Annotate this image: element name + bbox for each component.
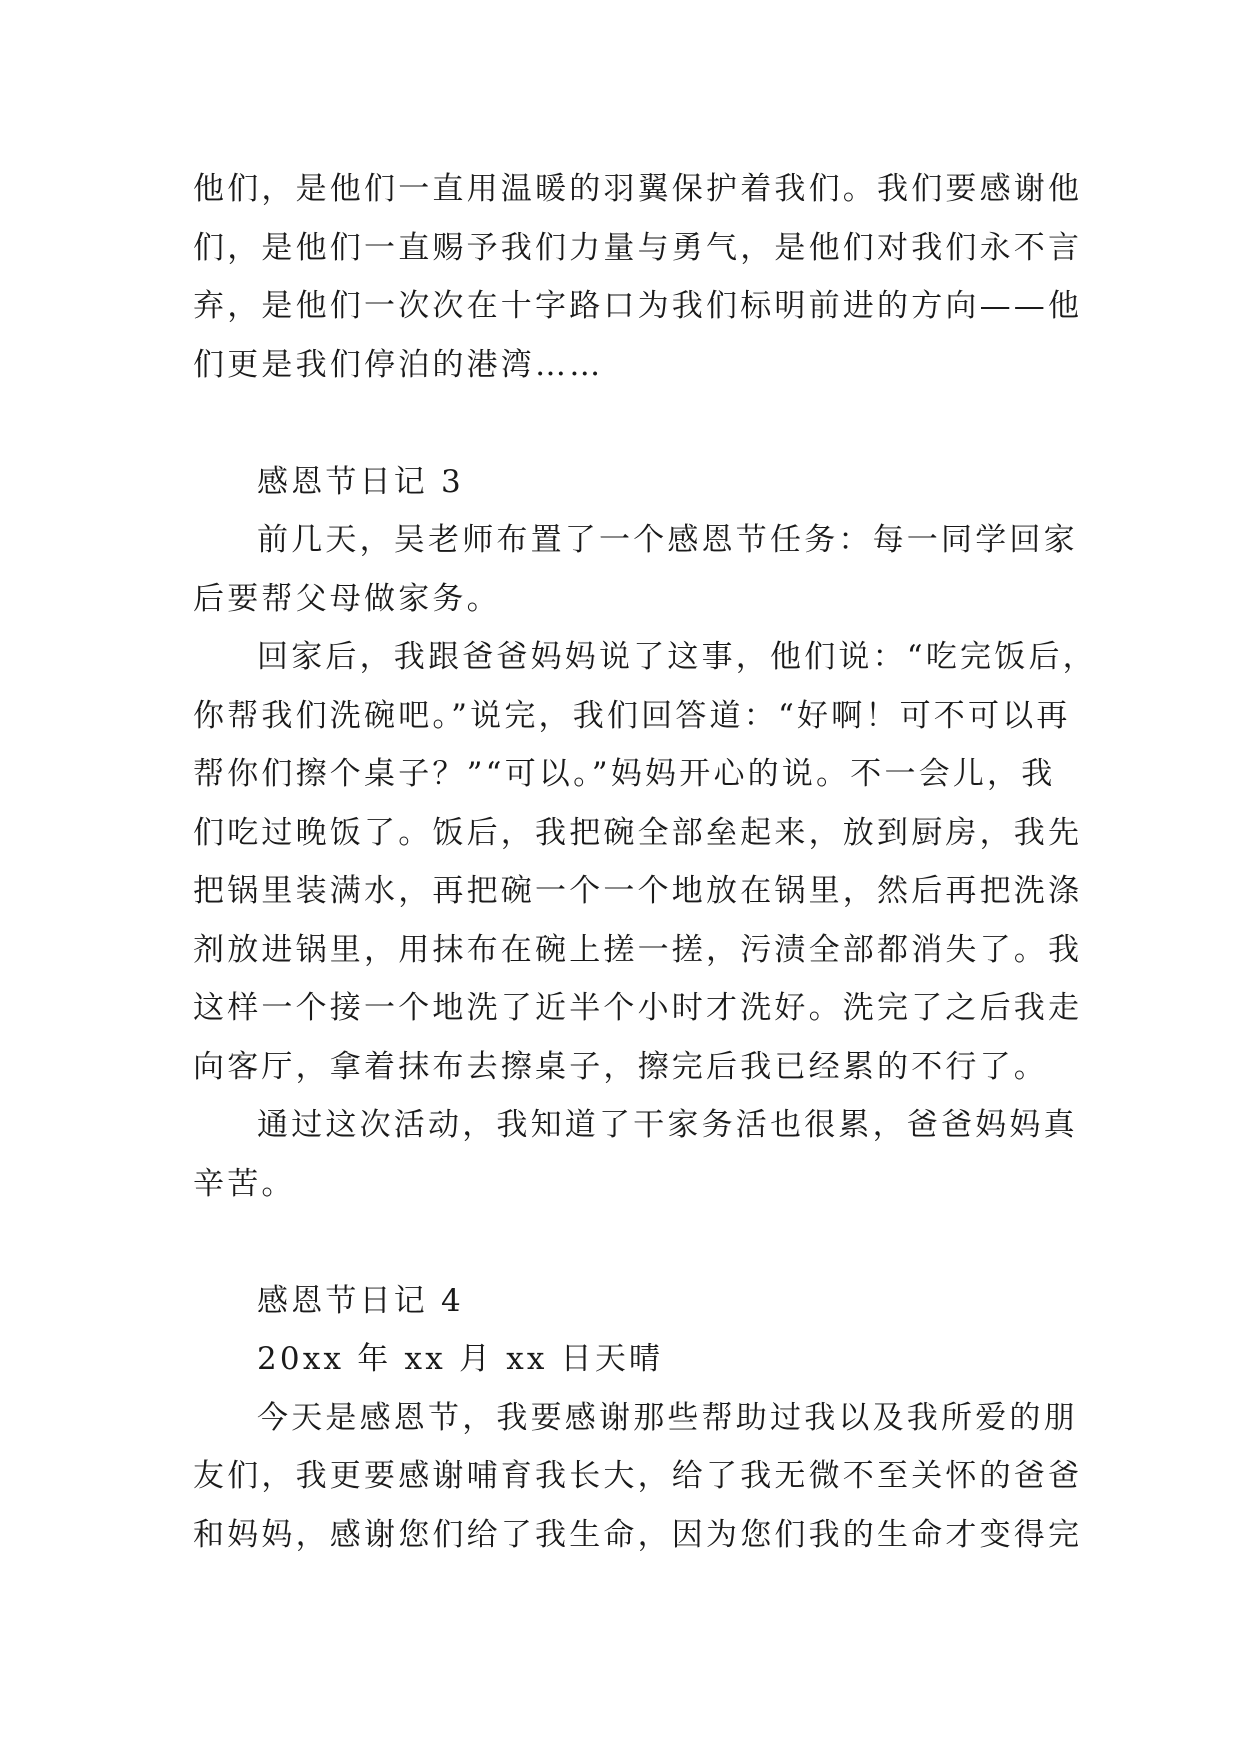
text-line: 他们，是他们一直用温暖的羽翼保护着我们。我们要感谢他	[193, 171, 1083, 207]
text-line: 剂放进锅里，用抹布在碗上搓一搓，污渍全部都消失了。我	[193, 931, 1083, 968]
diary-3-title: 感恩节日记 3	[257, 463, 464, 500]
text-line: 后要帮父母做家务。	[193, 580, 501, 617]
document-body	[193, 160, 1097, 1564]
text-line: 这样一个接一个地洗了近半个小时才洗好。洗完了之后我走	[193, 990, 1083, 1026]
text-line: 友们，我更要感谢哺育我长大，给了我无微不至关怀的爸爸	[193, 1458, 1083, 1494]
diary-3-paragraph-1	[193, 511, 1078, 628]
text-line: 们，是他们一直赐予我们力量与勇气，是他们对我们永不言	[193, 229, 1083, 266]
diary-4-section	[193, 1272, 1083, 1565]
diary-3-section	[193, 453, 1097, 1214]
text-line: 弃，是他们一次次在十字路口为我们标明前进的方向——他	[193, 288, 1083, 324]
text-line: 向客厅，拿着抹布去擦桌子，擦完后我已经累的不行了。	[193, 1048, 1048, 1085]
text-line: 今天是感恩节，我要感谢那些帮助过我以及我所爱的朋	[257, 1399, 1078, 1436]
text-line: 你帮我们洗碗吧。”说完，我们回答道：“好啊！可不可以再	[193, 697, 1071, 734]
intro-paragraph	[193, 160, 1083, 394]
text-line: 回家后，我跟爸爸妈妈说了这事，他们说：“吃完饭后，	[257, 639, 1097, 675]
section-spacer	[193, 394, 1073, 453]
text-line: 们更是我们停泊的港湾……	[193, 346, 604, 383]
text-line: 们吃过晚饭了。饭后，我把碗全部垒起来，放到厨房，我先	[193, 814, 1083, 851]
diary-4-title: 感恩节日记 4	[257, 1282, 464, 1319]
text-line: 通过这次活动，我知道了干家务活也很累，爸爸妈妈真	[257, 1107, 1078, 1143]
diary-3-paragraph-2	[193, 628, 1097, 1096]
text-line: 帮你们擦个桌子？”“可以。”妈妈开心的说。不一会儿，我	[193, 756, 1056, 792]
text-line: 辛苦。	[193, 1165, 296, 1202]
text-line: 把锅里装满水，再把碗一个一个地放在锅里，然后再把洗涤	[193, 873, 1083, 909]
text-line: 和妈妈，感谢您们给了我生命，因为您们我的生命才变得完	[193, 1516, 1083, 1553]
diary-4-paragraph-1	[193, 1389, 1083, 1565]
diary-4-date-line: 20xx 年 xx 月 xx 日天晴	[257, 1341, 664, 1377]
section-spacer	[193, 1213, 1073, 1272]
text-line: 前几天，吴老师布置了一个感恩节任务：每一同学回家	[257, 522, 1078, 558]
diary-3-paragraph-3	[193, 1096, 1078, 1213]
